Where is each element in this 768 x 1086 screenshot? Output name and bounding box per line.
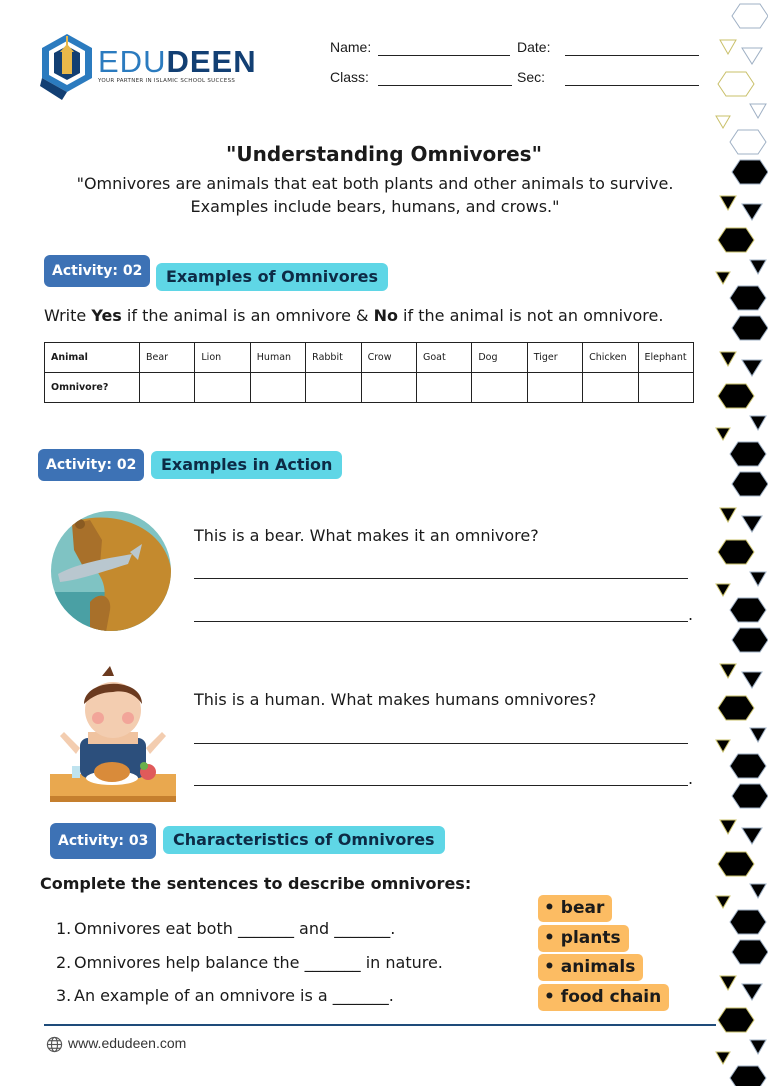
activity-1-badge: Activity: 02 bbox=[44, 255, 150, 287]
instr-no: No bbox=[373, 306, 398, 325]
instr-yes: Yes bbox=[91, 306, 122, 325]
globe-icon bbox=[46, 1036, 63, 1053]
animal-cell: Lion bbox=[195, 343, 250, 373]
word-bank-bullet: • bbox=[544, 987, 555, 1007]
page-title: "Understanding Omnivores" bbox=[226, 142, 542, 166]
word-bank-bullet: • bbox=[544, 957, 555, 977]
animal-cell: Dog bbox=[472, 343, 527, 373]
sentence-3-number: 3. bbox=[56, 986, 72, 1005]
sentence-2-text: Omnivores help balance the _______ in nature. bbox=[74, 953, 443, 972]
date-field[interactable] bbox=[565, 41, 699, 56]
bear-answer-end-dot: . bbox=[688, 605, 694, 624]
activity-3-title: Characteristics of Omnivores bbox=[163, 826, 445, 854]
sentence-1-number: 1. bbox=[56, 919, 72, 938]
footer-divider bbox=[44, 1024, 716, 1026]
activity-3-badge: Activity: 03 bbox=[50, 823, 156, 859]
word-bank-bullet: • bbox=[544, 898, 555, 918]
animal-row-label: Animal bbox=[45, 343, 140, 373]
human-answer-line-2[interactable] bbox=[194, 785, 688, 786]
word-bank-text: plants bbox=[560, 928, 621, 948]
sentence-1-text: Omnivores eat both _______ and _______. bbox=[74, 919, 396, 938]
human-answer-line-1[interactable] bbox=[194, 743, 688, 744]
animal-cell: Elephant bbox=[638, 343, 693, 373]
edudeen-logo-emblem bbox=[38, 30, 96, 102]
animal-cell: Tiger bbox=[527, 343, 582, 373]
animal-cell: Human bbox=[250, 343, 305, 373]
intro-line-1: "Omnivores are animals that eat both plants and other animals to survive. bbox=[76, 174, 674, 193]
instr-part-a: Write bbox=[44, 306, 92, 325]
activity-3-instruction: Complete the sentences to describe omnivores: bbox=[40, 874, 472, 893]
animal-cell: Rabbit bbox=[306, 343, 361, 373]
sentence-1 bbox=[56, 919, 395, 938]
human-illustration bbox=[50, 662, 178, 804]
omnivore-answer-row bbox=[45, 373, 694, 403]
activity-1-title: Examples of Omnivores bbox=[156, 263, 388, 291]
answer-cell[interactable] bbox=[527, 373, 582, 403]
animal-cell: Chicken bbox=[583, 343, 638, 373]
answer-cell[interactable] bbox=[361, 373, 416, 403]
intro-line-2: Examples include bears, humans, and crows." bbox=[190, 197, 560, 216]
activity-2-title: Examples in Action bbox=[151, 451, 342, 479]
sentence-2-number: 2. bbox=[56, 953, 72, 972]
logo-wordmark bbox=[98, 44, 257, 80]
activity-2-badge: Activity: 02 bbox=[38, 449, 144, 481]
logo-word-deen: DEEN bbox=[166, 44, 257, 79]
name-field[interactable] bbox=[378, 41, 510, 56]
bear-answer-line-2[interactable] bbox=[194, 621, 688, 622]
date-label: Date: bbox=[517, 39, 551, 55]
word-bank-text: food chain bbox=[560, 987, 662, 1007]
word-bank-item bbox=[538, 895, 612, 922]
sec-field[interactable] bbox=[565, 71, 699, 86]
class-label: Class: bbox=[330, 69, 369, 85]
answer-cell[interactable] bbox=[140, 373, 195, 403]
answer-cell[interactable] bbox=[195, 373, 250, 403]
intro-text bbox=[30, 172, 720, 218]
answer-cell[interactable] bbox=[583, 373, 638, 403]
logo-word-edu: EDU bbox=[98, 44, 167, 79]
answer-cell[interactable] bbox=[638, 373, 693, 403]
animal-cell: Crow bbox=[361, 343, 416, 373]
sentence-3 bbox=[56, 986, 394, 1005]
bear-illustration bbox=[50, 510, 172, 632]
bear-question: This is a bear. What makes it an omnivore? bbox=[194, 526, 539, 545]
instr-part-c: if the animal is not an omnivore. bbox=[397, 306, 664, 325]
animal-cell: Goat bbox=[416, 343, 471, 373]
answer-cell[interactable] bbox=[416, 373, 471, 403]
answer-cell[interactable] bbox=[250, 373, 305, 403]
animal-row bbox=[45, 343, 694, 373]
word-bank-item bbox=[538, 925, 629, 952]
omnivore-table bbox=[44, 342, 694, 403]
word-bank-bullet: • bbox=[544, 928, 555, 948]
sentence-3-text: An example of an omnivore is a _______. bbox=[74, 986, 394, 1005]
human-question: This is a human. What makes humans omnivores? bbox=[194, 690, 597, 709]
activity-1-instructions bbox=[44, 306, 663, 325]
bear-answer-line-1[interactable] bbox=[194, 578, 688, 579]
class-field[interactable] bbox=[378, 71, 512, 86]
sentence-2 bbox=[56, 953, 443, 972]
omnivore-row-label: Omnivore? bbox=[45, 373, 140, 403]
word-bank-item bbox=[538, 954, 643, 981]
logo-tagline: YOUR PARTNER IN ISLAMIC SCHOOL SUCCESS bbox=[98, 78, 236, 84]
answer-cell[interactable] bbox=[472, 373, 527, 403]
name-label: Name: bbox=[330, 39, 372, 55]
word-bank-text: bear bbox=[560, 898, 605, 918]
instr-part-b: if the animal is an omnivore & bbox=[121, 306, 374, 325]
answer-cell[interactable] bbox=[306, 373, 361, 403]
word-bank-text: animals bbox=[560, 957, 636, 977]
word-bank-item bbox=[538, 984, 669, 1011]
animal-cell: Bear bbox=[140, 343, 195, 373]
human-answer-end-dot: . bbox=[688, 769, 694, 788]
sec-label: Sec: bbox=[517, 69, 546, 85]
website-link[interactable]: www.edudeen.com bbox=[68, 1035, 187, 1051]
